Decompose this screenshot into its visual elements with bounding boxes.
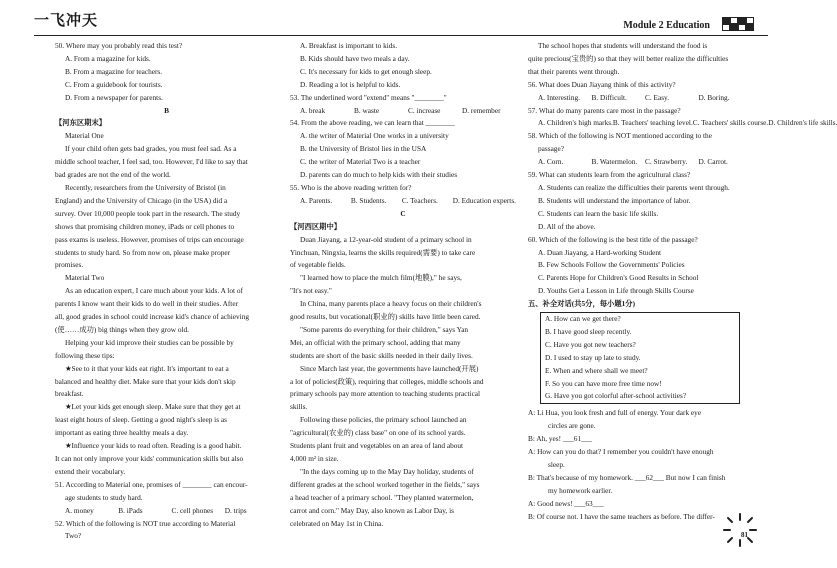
text-line: B. Few Schools Follow the Governments' Policies [538,260,685,270]
text-line: C. the writer of Material Two is a teacher [300,157,421,167]
text-line: ★See to it that your kids eat right. It's important to eat a [65,363,229,373]
text-line: B: Of course not. I have the same teachers as before. The differ- [528,511,715,521]
text-line: Helping your kid improve their studies can be possible by [65,337,234,347]
text-line: A. Breakfast is important to kids. [300,41,398,50]
text-line: (使……成功) big things when they grow old. [55,324,189,334]
text-line: Duan Jiayang, a 12-year-old student of a primary school in [300,234,472,244]
text-line: The school hopes that students will understand the food is [538,41,708,50]
answer-option: B. Difficult. [591,92,627,102]
text-line: quite precious(宝贵的) so that they will better realize the difficulties [528,53,729,63]
text-line: my homework earlier. [548,485,613,495]
answer-option: D. Boring. [698,92,730,102]
question-52-options [290,40,516,105]
answer-option: C. cell phones [171,505,214,515]
text-line: students are short of the basic skills needed in their daily lives. [290,350,473,360]
text-line: D. Youths Get a Lesson in Life through Skills Course [538,286,694,296]
text-line: B. the University of Bristol lies in the USA [300,144,427,154]
text-line: 【河西区期中】 [290,221,342,231]
reading-b-text [55,40,278,505]
text-line: 五、补全对话(共5分，每小题1分) [528,299,636,309]
text-line: all, good grades in school could increase kid's chance of achieving [55,312,250,322]
text-line: skills. [290,402,308,412]
text-line: circles are gone. [548,421,596,431]
dialogue-option: B. I have good sleep recently. [545,326,632,336]
text-line: primary schools pay more attention to teaching students practical [290,389,481,399]
text-line: Two? [65,531,82,541]
text-line: passage? [538,144,564,154]
text-line: good results, but vocational(职业的) skills have little been cared. [290,312,481,322]
text-line: 59. What can students learn from the agricultural class? [528,170,691,180]
text-line: 【河东区期末】 [55,118,107,128]
answer-option: D. trips [224,505,247,515]
dialogue-option: D. I used to stay up late to study. [545,352,641,362]
text-line: following these tips: [55,350,115,360]
text-line: Recently, researchers from the University of Bristol (in [65,182,226,192]
text-line: "Some parents do everything for their children," says Yan [300,324,469,334]
text-line: students to study hard. So from now on, please make proper [55,247,231,257]
answer-option: C. increase [408,105,441,115]
text-line: C. Parents Hope for Children's Good Results in School [538,273,699,283]
sun-decoration-icon [720,510,760,550]
text-line: C [400,208,406,218]
text-line: D. All of the above. [538,221,596,231]
text-line: celebrated on May 1st in China. [290,518,384,528]
dialogue-option: A. How can we get there? [545,314,621,324]
text-line: In China, many parents place a heavy focus on their children's [300,299,482,309]
text-line: Yinchuan, Ningxia, learns the skills required(需要) to take care [290,247,476,257]
question-58-options [528,156,752,169]
header-rule [34,35,768,36]
text-line: Following these policies, the primary school launched an [300,415,467,425]
answer-option: B. Teachers' teaching level. [612,118,693,128]
text-line: A. the writer of Material One works in a university [300,131,449,141]
text-line: 55. Who is the above reading written for? [290,182,412,192]
text-line: Material Two [65,273,105,283]
page-header [0,0,800,40]
text-line: A. Duan Jiayang, a Hard-working Student [538,247,662,257]
question-52 [55,518,278,544]
text-line: pass exams is useless. However, promises of trips can encourage [55,234,244,244]
text-line: middle school teacher, I feel sad, too. However, I'd like to say that [55,157,248,167]
text-line: 51. According to Material one, promises of ________ can encour- [55,479,248,489]
reading-c-continued [528,40,752,92]
text-line: least eight hours of sleep. Getting a good night's sleep is as [55,415,227,425]
text-line: "I learned how to place the mulch film(地膜)," he says, [300,273,462,283]
text-line: D. From a newspaper for parents. [65,92,163,102]
text-line: C. It's necessary for kids to get enough sleep. [300,66,432,76]
text-line: 4,000 m² in size. [290,454,339,463]
text-line: 54. From the above reading, we can learn that ________ [290,118,455,128]
brand-logo: 一飞冲天 [34,11,99,29]
answer-option: B. waste [354,105,380,115]
question-59-60 [528,169,752,311]
text-line: A: Good news! ___63___ [528,498,604,508]
text-line: Mei, an official with the primary school, adding that many [290,337,461,347]
text-line: of vegetable fields. [290,260,346,270]
dialogue-option: F. So you can have more free time now! [545,378,662,388]
answer-option: C. Teachers' skills course. [692,118,769,128]
question-51-options [55,505,278,518]
answer-option: B. Watermelon. [591,157,638,167]
text-line: "agricultural(农业的) class base" on one of its school yards. [290,428,466,438]
text-line: a head teacher of a primary school. "They planted watermelon, [290,492,474,502]
text-line: B: Ah, yes! ___61___ [528,434,593,444]
answer-option: C. Teachers. [401,195,438,205]
text-line: B: That's because of my homework. ___62___ But now I can finish [528,472,726,482]
answer-option: D. Carrot. [698,157,728,167]
text-line: B. Kids should have two meals a day. [300,53,410,63]
text-line: "It's not easy." [290,286,332,296]
text-line: "In the days coming up to the May Day holiday, students of [300,466,474,476]
dialogue-text [528,407,752,523]
text-line: ★Influence your kids to read often. Reading is a good habit. [65,441,242,451]
text-line: promises. [55,260,84,270]
column-right [528,40,837,524]
text-line: As an education expert, I care much about your kids. A lot of [65,286,243,296]
text-line: C. From a guidebook for tourists. [65,79,163,89]
column-left [55,40,278,543]
answer-option: C. Easy. [645,92,670,102]
dialogue-option: E. When and where shall we meet? [545,365,648,375]
text-line: breakfast. [55,389,84,399]
text-line: sleep. [548,460,565,469]
answer-option: A. Parents. [300,195,333,205]
answer-option: B. Students. [350,195,387,205]
answer-option: B. iPads [118,505,143,515]
text-line: England) and the University of Chicago (in the USA) did a [55,195,228,205]
text-line: B [164,105,169,115]
text-line: If your child often gets bad grades, you must feel sad. As a [65,144,237,154]
text-line: extend their vocabulary. [55,466,126,476]
question-56-options [528,92,752,105]
text-line: survey. Over 10,000 people took part in the research. The study [55,208,241,218]
text-line: that their parents went through. [528,66,620,76]
text-line: A. From a magazine for kids. [65,53,151,63]
text-line: C. Students can learn the basic life skills. [538,208,659,218]
question-55-options [290,195,516,208]
question-57 [528,105,752,118]
text-line: B. Students will understand the importance of labor. [538,195,691,205]
text-line: carrot and corn." May Day, also known as Labor Day, is [290,505,454,515]
dialogue-options-box [540,312,740,404]
text-line: 50. Where may you probably read this test? [55,41,183,50]
reading-c-text [290,208,516,531]
answer-option: D. Children's life skills. [768,118,837,128]
text-line: 60. Which of the following is the best title of the passage? [528,234,698,244]
text-line: ★Let your kids get enough sleep. Make sure that they get at [65,402,241,412]
dialogue-option: G. Have you got colorful after-school activities? [545,391,687,401]
checker-icon [722,17,762,33]
text-line: a lot of policies(政策), requiring that colleges, middle schools and [290,376,484,386]
question-57-options [528,117,837,130]
text-line: shows that promising children money, iPads or cell phones to [55,221,235,231]
text-line: It can not only improve your kids' communication skills but also [55,454,244,463]
text-line: D. Reading a lot is helpful to kids. [300,79,401,89]
text-line: Students plant fruit and vegetables on an area of land about [290,441,464,451]
text-line: A. Students can realize the difficulties their parents went through. [538,182,730,192]
text-line: important as eating three healthy meals a day. [55,428,189,438]
text-line: Material One [65,131,104,141]
text-line: age students to study hard. [65,492,143,502]
text-line: D. parents can do much to help kids with their studies [300,170,458,180]
text-line: A: How can you do that? I remember you couldn't have enough [528,447,714,457]
text-line: A: Li Hua, you look fresh and full of energy. Your dark eye [528,408,702,418]
text-line: bad grades are not the end of the world. [55,170,171,180]
column-middle [290,40,516,530]
text-line: parents I know want their kids to do well in their studies. After [55,299,238,309]
text-line: balanced and healthy diet. Make sure that your kids don't skip [55,376,236,386]
answer-option: D. remember [462,105,501,115]
answer-option: A. break [300,105,326,115]
text-line: 56. What does Duan Jiayang think of this activity? [528,79,676,89]
question-53-options [290,105,516,118]
text-line: 53. The underlined word "extend" means "________" [290,92,447,102]
question-58 [528,130,752,156]
text-line: different grades at the school worked together in the fields," says [290,479,480,489]
answer-option: D. Education experts. [452,195,516,205]
text-line: Since March last year, the governments have launched(开展) [300,363,479,373]
page-number: 81 [741,531,748,539]
question-54-55 [290,117,516,194]
answer-option: A. Corn. [538,157,564,167]
answer-option: A. Children's high marks. [538,118,613,128]
answer-option: C. Strawberry. [645,157,688,167]
module-title: Module 2 Education [623,20,710,31]
text-line: 57. What do many parents care most in the passage? [528,105,681,115]
dialogue-option: C. Have you got new teachers? [545,339,636,349]
text-line: B. From a magazine for teachers. [65,66,163,76]
answer-option: A. Interesting. [538,92,580,102]
answer-option: A. money [65,505,94,515]
text-line: 52. Which of the following is NOT true according to Material [55,518,236,528]
text-line: 58. Which of the following is NOT mentioned according to the [528,131,712,141]
